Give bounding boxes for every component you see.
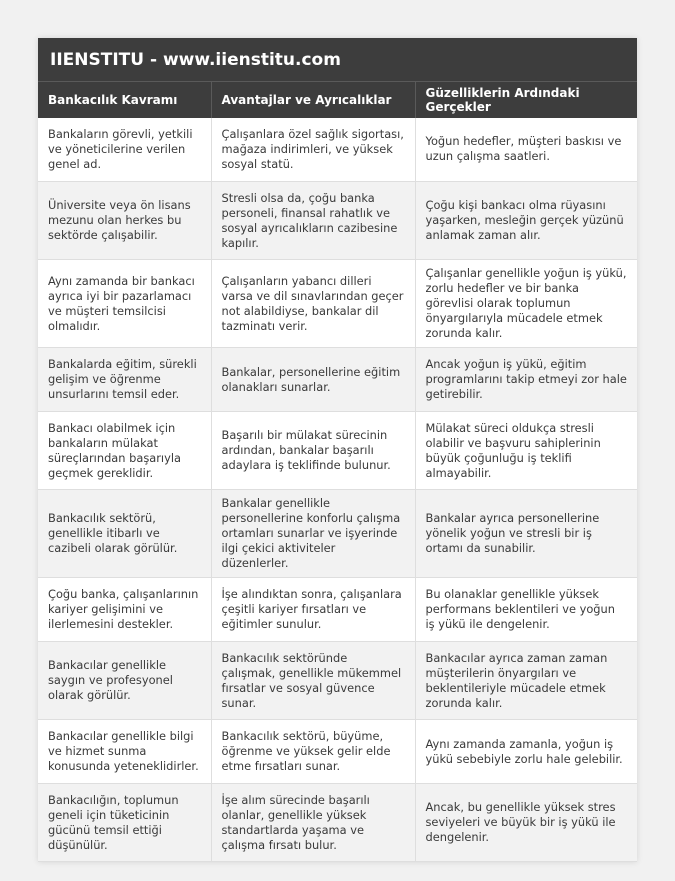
table-cell: Başarılı bir mülakat sürecinin ardından, bankalar başarılı adaylara iş teklifinde bulunur. — [211, 412, 415, 490]
table-cell: Çalışanlara özel sağlık sigortası, mağaza indirimleri, ve yüksek sosyal statü. — [211, 118, 415, 182]
table-row — [38, 348, 637, 412]
table-cell: Üniversite veya ön lisans mezunu olan herkes bu sektörde çalışabilir. — [38, 182, 211, 260]
table-cell: Bankacılar ayrıca zaman zaman müşterilerin önyargıları ve beklentileriyle mücadele etmek zorunda kalır. — [415, 642, 637, 720]
table-cell: Ancak yoğun iş yükü, eğitim programlarını takip etmeyi zor hale getirebilir. — [415, 348, 637, 412]
table-cell: Ancak, bu genellikle yüksek stres seviyeleri ve büyük bir iş yükü ile dengelenir. — [415, 784, 637, 862]
table-cell: Bankalarda eğitim, sürekli gelişim ve öğrenme unsurlarını temsil eder. — [38, 348, 211, 412]
table-cell: Çoğu kişi bankacı olma rüyasını yaşarken, mesleğin gerçek yüzünü anlamak zaman alır. — [415, 182, 637, 260]
table-cell: Aynı zamanda zamanla, yoğun iş yükü sebebiyle zorlu hale gelebilir. — [415, 720, 637, 784]
table-header-row — [38, 82, 637, 118]
table-row — [38, 118, 637, 182]
content-card — [38, 38, 637, 862]
table-body — [38, 118, 637, 862]
table-cell: Çalışanlar genellikle yoğun iş yükü, zorlu hedefler ve bir banka görevlisi olarak toplumun önyargılarıyla mücadele etmek zorunda kalır. — [415, 260, 637, 348]
table-cell: Çalışanların yabancı dilleri varsa ve dil sınavlarından geçer not alabildiyse, bankalar dil tazminatı verir. — [211, 260, 415, 348]
column-header: Avantajlar ve Ayrıcalıklar — [211, 82, 415, 118]
table-cell: Bankalar genellikle personellerine konforlu çalışma ortamları sunarlar ve işyerinde ilgi çekici aktiviteler düzenlerler. — [211, 490, 415, 578]
table-row — [38, 490, 637, 578]
comparison-table — [38, 81, 637, 862]
table-cell: Bankacılığın, toplumun geneli için tüketicinin gücünü temsil ettiği düşünülür. — [38, 784, 211, 862]
table-cell: İşe alım sürecinde başarılı olanlar, genellikle yüksek standartlarda yaşama ve çalışma fırsatı bulur. — [211, 784, 415, 862]
table-row — [38, 412, 637, 490]
table-cell: Mülakat süreci oldukça stresli olabilir ve başvuru sahiplerinin büyük çoğunluğu iş teklifi almayabilir. — [415, 412, 637, 490]
table-cell: Aynı zamanda bir bankacı ayrıca iyi bir pazarlamacı ve müşteri temsilcisi olmalıdır. — [38, 260, 211, 348]
table-cell: İşe alındıktan sonra, çalışanlara çeşitli kariyer fırsatları ve eğitimler sunulur. — [211, 578, 415, 642]
column-header: Bankacılık Kavramı — [38, 82, 211, 118]
table-row — [38, 260, 637, 348]
page-title: IIENSTITU - www.iienstitu.com — [38, 38, 637, 81]
table-cell: Bankacılık sektörü, genellikle itibarlı ve cazibeli olarak görülür. — [38, 490, 211, 578]
table-cell: Bu olanaklar genellikle yüksek performans beklentileri ve yoğun iş yükü ile dengelenir. — [415, 578, 637, 642]
table-cell: Bankacılar genellikle saygın ve profesyonel olarak görülür. — [38, 642, 211, 720]
table-cell: Stresli olsa da, çoğu banka personeli, finansal rahatlık ve sosyal ayrıcalıkların cazibesine kapılır. — [211, 182, 415, 260]
table-row — [38, 182, 637, 260]
table-cell: Bankacılık sektöründe çalışmak, genellikle mükemmel fırsatlar ve sosyal güvence sunar. — [211, 642, 415, 720]
table-cell: Bankalar, personellerine eğitim olanakları sunarlar. — [211, 348, 415, 412]
table-cell: Yoğun hedefler, müşteri baskısı ve uzun çalışma saatleri. — [415, 118, 637, 182]
table-cell: Bankalar ayrıca personellerine yönelik yoğun ve stresli bir iş ortamı da sunabilir. — [415, 490, 637, 578]
table-cell: Bankaların görevli, yetkili ve yöneticilerine verilen genel ad. — [38, 118, 211, 182]
table-row — [38, 578, 637, 642]
table-row — [38, 784, 637, 862]
table-cell: Bankacı olabilmek için bankaların mülakat süreçlarından başarıyla geçmek gereklidir. — [38, 412, 211, 490]
table-row — [38, 720, 637, 784]
column-header: Güzelliklerin Ardındaki Gerçekler — [415, 82, 637, 118]
table-row — [38, 642, 637, 720]
table-cell: Bankacılık sektörü, büyüme, öğrenme ve yüksek gelir elde etme fırsatları sunar. — [211, 720, 415, 784]
table-cell: Çoğu banka, çalışanlarının kariyer gelişimini ve ilerlemesini destekler. — [38, 578, 211, 642]
table-cell: Bankacılar genellikle bilgi ve hizmet sunma konusunda yeteneklidirler. — [38, 720, 211, 784]
